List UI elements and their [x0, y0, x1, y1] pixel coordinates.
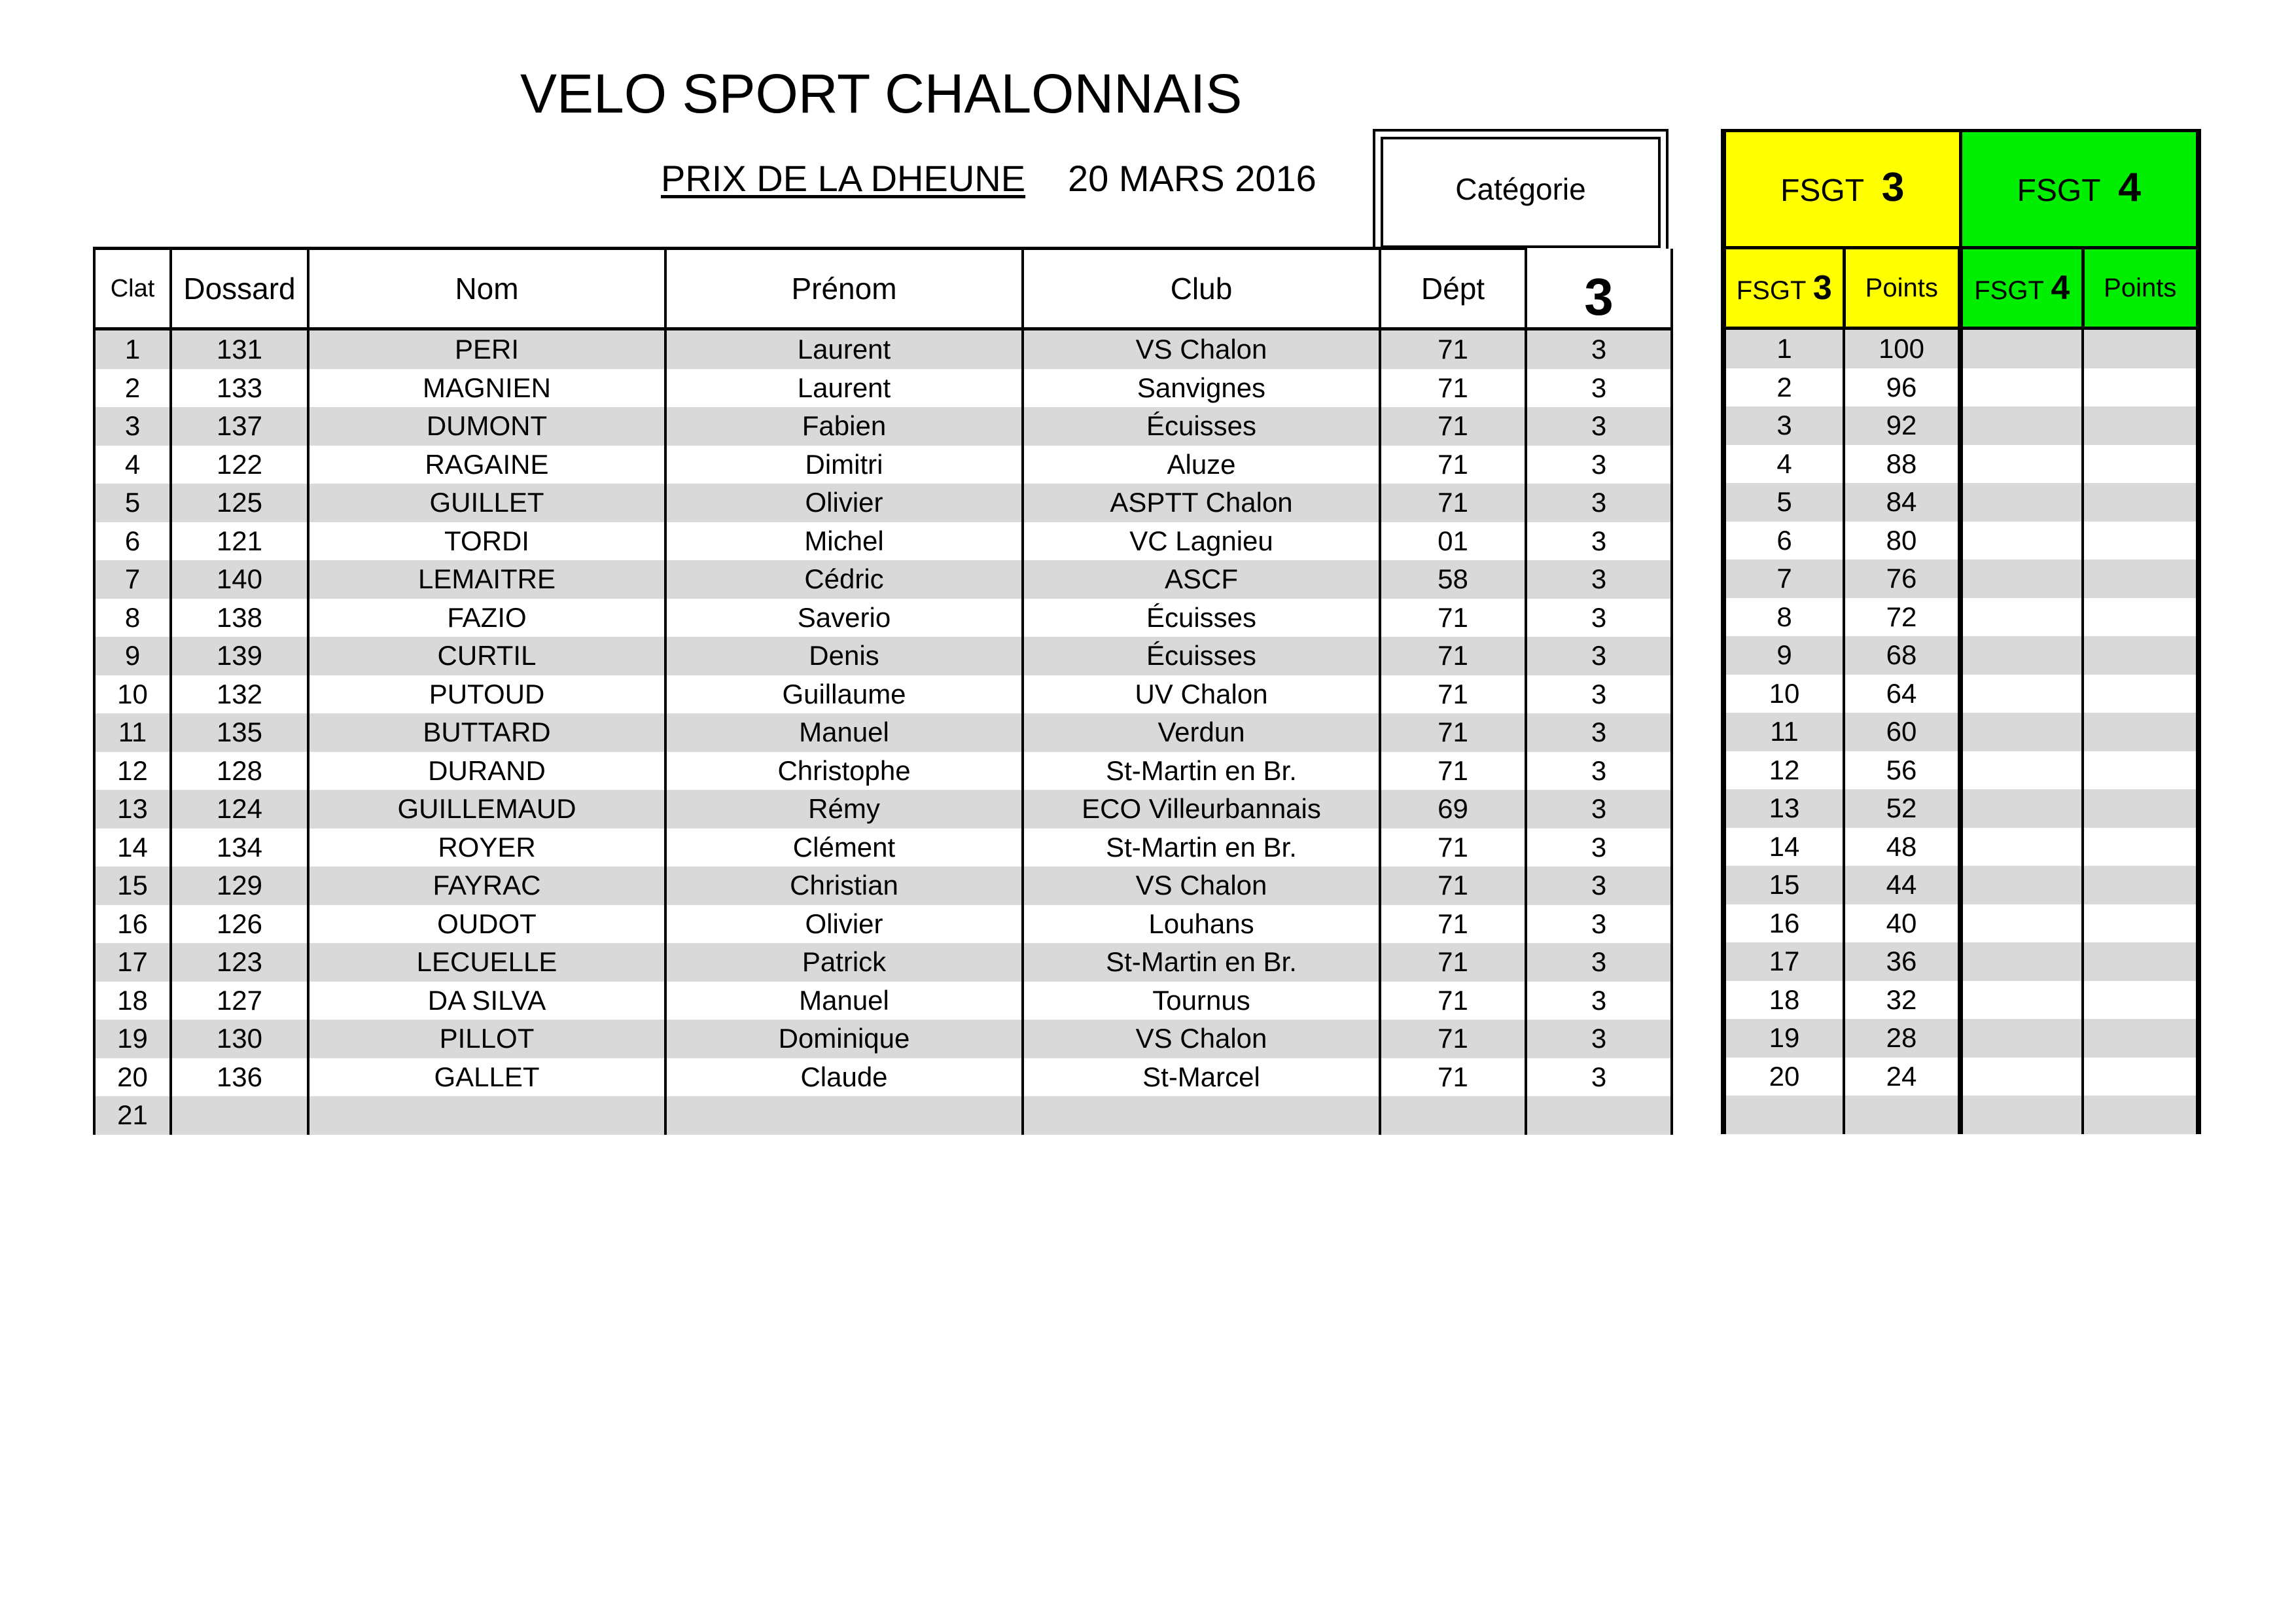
cell-fsgt4: [1960, 1019, 2083, 1058]
cell-clat: 1: [94, 329, 171, 369]
cell-cat: 3: [1526, 329, 1672, 369]
fsgt-column-header-row: [1723, 248, 2199, 329]
cell-nom: DUMONT: [308, 407, 665, 446]
cell-points4: [2083, 1019, 2199, 1058]
fsgt-row: [1723, 368, 2199, 407]
cell-fsgt4: [1960, 866, 2083, 904]
cell-dossard: 130: [171, 1020, 308, 1058]
col-header-points4: Points: [2083, 248, 2199, 329]
cell-dossard: 133: [171, 369, 308, 408]
cell-dossard: 137: [171, 407, 308, 446]
cell-prenom: Dominique: [665, 1020, 1023, 1058]
race-date: 20 MARS 2016: [1068, 158, 1316, 199]
fsgt-row: [1723, 1096, 2199, 1134]
cell-points3: 24: [1844, 1058, 1960, 1096]
cell-nom: DA SILVA: [308, 982, 665, 1020]
cell-clat: 20: [94, 1058, 171, 1097]
fsgt-row: [1723, 445, 2199, 484]
col-header-prenom: Prénom: [665, 249, 1023, 329]
fsgt-row: [1723, 560, 2199, 598]
cell-clat: 12: [94, 752, 171, 791]
cell-prenom: Michel: [665, 522, 1023, 561]
cell-points4: [2083, 445, 2199, 484]
cell-cat: 3: [1526, 522, 1672, 561]
cell-club: ECO Villeurbannais: [1023, 790, 1380, 829]
cell-cat: 3: [1526, 752, 1672, 791]
cell-points3: 100: [1844, 329, 1960, 368]
cell-cat: 3: [1526, 446, 1672, 484]
cell-dossard: 125: [171, 484, 308, 522]
table-row: [94, 905, 1672, 944]
cell-points4: [2083, 483, 2199, 522]
cell-prenom: Olivier: [665, 905, 1023, 944]
cell-points4: [2083, 751, 2199, 790]
cell-prenom: Christian: [665, 866, 1023, 905]
col-header-dossard: Dossard: [171, 249, 308, 329]
table-row: [94, 790, 1672, 829]
cell-points4: [2083, 1058, 2199, 1096]
cell-clat: 17: [94, 943, 171, 982]
cell-dept: 69: [1380, 790, 1526, 829]
fsgt-row: [1723, 713, 2199, 751]
fsgt-row: [1723, 329, 2199, 368]
table-row: [94, 407, 1672, 446]
results-header-row: [94, 249, 1672, 329]
cell-club: VS Chalon: [1023, 1020, 1380, 1058]
cell-dept: 58: [1380, 560, 1526, 599]
table-row: [94, 752, 1672, 791]
cell-prenom: Denis: [665, 637, 1023, 675]
cell-points4: [2083, 675, 2199, 713]
cell-nom: FAYRAC: [308, 866, 665, 905]
cell-dossard: 132: [171, 675, 308, 714]
table-row: [94, 982, 1672, 1020]
cell-fsgt4: [1960, 598, 2083, 637]
cell-clat: 7: [94, 560, 171, 599]
cell-dept: 71: [1380, 599, 1526, 637]
cell-prenom: Claude: [665, 1058, 1023, 1097]
cell-dept: 71: [1380, 637, 1526, 675]
cell-dossard: [171, 1096, 308, 1135]
cell-fsgt4: [1960, 904, 2083, 943]
fsgt-row: [1723, 866, 2199, 904]
cell-dept: 71: [1380, 943, 1526, 982]
cell-nom: TORDI: [308, 522, 665, 561]
cell-club: UV Chalon: [1023, 675, 1380, 714]
cell-prenom: Patrick: [665, 943, 1023, 982]
cell-club: Louhans: [1023, 905, 1380, 944]
cell-dept: 71: [1380, 905, 1526, 944]
cell-points4: [2083, 981, 2199, 1020]
fsgt-row: [1723, 828, 2199, 866]
cell-cat: [1526, 1096, 1672, 1135]
cell-fsgt3: 4: [1723, 445, 1844, 484]
cell-club: [1023, 1096, 1380, 1135]
cell-clat: 18: [94, 982, 171, 1020]
table-row: [94, 560, 1672, 599]
cell-fsgt4: [1960, 483, 2083, 522]
cell-points4: [2083, 329, 2199, 368]
cell-dossard: 123: [171, 943, 308, 982]
cell-club: Sanvignes: [1023, 369, 1380, 408]
table-row: [94, 446, 1672, 484]
fsgt-row: [1723, 406, 2199, 445]
table-row: [94, 599, 1672, 637]
cell-fsgt4: [1960, 368, 2083, 407]
cell-clat: 14: [94, 829, 171, 867]
cell-dossard: 138: [171, 599, 308, 637]
cell-points4: [2083, 866, 2199, 904]
cell-fsgt3: 17: [1723, 942, 1844, 981]
cell-fsgt4: [1960, 522, 2083, 560]
cell-fsgt3: 20: [1723, 1058, 1844, 1096]
cell-nom: [308, 1096, 665, 1135]
cell-points3: 84: [1844, 483, 1960, 522]
table-row: [94, 1020, 1672, 1058]
cell-points3: 52: [1844, 789, 1960, 828]
cell-points3: 28: [1844, 1019, 1960, 1058]
cell-dossard: 139: [171, 637, 308, 675]
cell-cat: 3: [1526, 369, 1672, 408]
cell-cat: 3: [1526, 484, 1672, 522]
cell-dept: 71: [1380, 407, 1526, 446]
table-row: [94, 329, 1672, 369]
cell-dept: 71: [1380, 829, 1526, 867]
fsgt-row: [1723, 483, 2199, 522]
cell-nom: PERI: [308, 329, 665, 369]
cell-prenom: Saverio: [665, 599, 1023, 637]
cell-fsgt3: 19: [1723, 1019, 1844, 1058]
cell-nom: MAGNIEN: [308, 369, 665, 408]
cell-nom: FAZIO: [308, 599, 665, 637]
fsgt-row: [1723, 636, 2199, 675]
cell-points4: [2083, 942, 2199, 981]
cell-nom: RAGAINE: [308, 446, 665, 484]
cell-points4: [2083, 904, 2199, 943]
cell-points3: [1844, 1096, 1960, 1134]
cell-dept: 71: [1380, 675, 1526, 714]
col-header-dept: Dépt: [1380, 249, 1526, 329]
cell-points3: 80: [1844, 522, 1960, 560]
table-row: [94, 484, 1672, 522]
cell-clat: 9: [94, 637, 171, 675]
cell-prenom: [665, 1096, 1023, 1135]
cell-cat: 3: [1526, 829, 1672, 867]
col-header-category: [1526, 249, 1672, 329]
cell-dossard: 124: [171, 790, 308, 829]
cell-clat: 13: [94, 790, 171, 829]
fsgt-row: [1723, 1058, 2199, 1096]
cell-dept: 71: [1380, 1058, 1526, 1097]
cell-fsgt4: [1960, 828, 2083, 866]
cell-club: ASCF: [1023, 560, 1380, 599]
cell-prenom: Laurent: [665, 369, 1023, 408]
cell-points4: [2083, 598, 2199, 637]
cell-fsgt4: [1960, 445, 2083, 484]
cell-fsgt3: [1723, 1096, 1844, 1134]
cell-fsgt3: 10: [1723, 675, 1844, 713]
col-header-nom: Nom: [308, 249, 665, 329]
cell-points3: 68: [1844, 636, 1960, 675]
cell-nom: LEMAITRE: [308, 560, 665, 599]
cell-points4: [2083, 522, 2199, 560]
table-row: [94, 637, 1672, 675]
fsgt-row: [1723, 981, 2199, 1020]
cell-clat: 21: [94, 1096, 171, 1135]
cell-cat: 3: [1526, 637, 1672, 675]
cell-clat: 4: [94, 446, 171, 484]
cell-clat: 19: [94, 1020, 171, 1058]
col-header-fsgt3: FSGT 3: [1723, 248, 1844, 329]
cell-fsgt3: 3: [1723, 406, 1844, 445]
cell-fsgt3: 6: [1723, 522, 1844, 560]
results-table: [93, 247, 1673, 1135]
cell-dept: 71: [1380, 484, 1526, 522]
cell-cat: 3: [1526, 866, 1672, 905]
category-value: 3: [1584, 267, 1614, 326]
cell-dossard: 135: [171, 713, 308, 752]
cell-fsgt3: 5: [1723, 483, 1844, 522]
race-name: PRIX DE LA DHEUNE: [661, 158, 1026, 199]
cell-dept: 71: [1380, 982, 1526, 1020]
cell-dept: 01: [1380, 522, 1526, 561]
cell-nom: DURAND: [308, 752, 665, 791]
cell-fsgt3: 7: [1723, 560, 1844, 598]
cell-club: ASPTT Chalon: [1023, 484, 1380, 522]
fsgt-row: [1723, 598, 2199, 637]
cell-dossard: 126: [171, 905, 308, 944]
cell-points3: 36: [1844, 942, 1960, 981]
fsgt3-group-header: FSGT 3: [1723, 131, 1960, 248]
cell-clat: 6: [94, 522, 171, 561]
cell-club: Écuisses: [1023, 637, 1380, 675]
page-title: VELO SPORT CHALONNAIS: [520, 63, 1243, 124]
cell-clat: 2: [94, 369, 171, 408]
cell-points3: 92: [1844, 406, 1960, 445]
cell-clat: 10: [94, 675, 171, 714]
cell-nom: BUTTARD: [308, 713, 665, 752]
cell-dept: 71: [1380, 329, 1526, 369]
cell-cat: 3: [1526, 790, 1672, 829]
cell-dept: 71: [1380, 752, 1526, 791]
cell-fsgt4: [1960, 751, 2083, 790]
cell-club: VC Lagnieu: [1023, 522, 1380, 561]
cell-nom: LECUELLE: [308, 943, 665, 982]
cell-club: VS Chalon: [1023, 866, 1380, 905]
cell-cat: 3: [1526, 982, 1672, 1020]
cell-nom: OUDOT: [308, 905, 665, 944]
cell-fsgt3: 15: [1723, 866, 1844, 904]
cell-dossard: 134: [171, 829, 308, 867]
cell-dossard: 128: [171, 752, 308, 791]
cell-dossard: 131: [171, 329, 308, 369]
cell-points4: [2083, 1096, 2199, 1134]
cell-cat: 3: [1526, 1020, 1672, 1058]
cell-nom: GALLET: [308, 1058, 665, 1097]
cell-clat: 16: [94, 905, 171, 944]
cell-points4: [2083, 368, 2199, 407]
cell-points3: 60: [1844, 713, 1960, 751]
cell-club: St-Martin en Br.: [1023, 752, 1380, 791]
fsgt-group-header-row: [1723, 131, 2199, 248]
cell-cat: 3: [1526, 599, 1672, 637]
cell-fsgt3: 16: [1723, 904, 1844, 943]
cell-fsgt3: 13: [1723, 789, 1844, 828]
cell-prenom: Guillaume: [665, 675, 1023, 714]
fsgt-row: [1723, 904, 2199, 943]
cell-fsgt4: [1960, 713, 2083, 751]
cell-prenom: Christophe: [665, 752, 1023, 791]
cell-fsgt4: [1960, 942, 2083, 981]
cell-prenom: Rémy: [665, 790, 1023, 829]
cell-dept: 71: [1380, 446, 1526, 484]
cell-fsgt3: 14: [1723, 828, 1844, 866]
cell-nom: GUILLEMAUD: [308, 790, 665, 829]
cell-dossard: 136: [171, 1058, 308, 1097]
cell-points3: 32: [1844, 981, 1960, 1020]
cell-fsgt3: 12: [1723, 751, 1844, 790]
cell-fsgt4: [1960, 636, 2083, 675]
cell-dept: [1380, 1096, 1526, 1135]
col-header-clat: Clat: [94, 249, 171, 329]
fsgt-row: [1723, 522, 2199, 560]
cell-prenom: Laurent: [665, 329, 1023, 369]
cell-club: St-Marcel: [1023, 1058, 1380, 1097]
cell-fsgt4: [1960, 329, 2083, 368]
cell-clat: 8: [94, 599, 171, 637]
cell-dept: 71: [1380, 713, 1526, 752]
col-header-points3: Points: [1844, 248, 1960, 329]
cell-dept: 71: [1380, 1020, 1526, 1058]
cell-points3: 64: [1844, 675, 1960, 713]
cell-cat: 3: [1526, 905, 1672, 944]
fsgt-row: [1723, 1019, 2199, 1058]
cell-club: Tournus: [1023, 982, 1380, 1020]
cell-nom: PILLOT: [308, 1020, 665, 1058]
cell-points4: [2083, 789, 2199, 828]
cell-club: Écuisses: [1023, 599, 1380, 637]
cell-fsgt3: 9: [1723, 636, 1844, 675]
cell-points3: 56: [1844, 751, 1960, 790]
cell-fsgt4: [1960, 981, 2083, 1020]
table-row: [94, 713, 1672, 752]
category-label: Catégorie: [1455, 172, 1586, 206]
cell-fsgt4: [1960, 789, 2083, 828]
cell-club: VS Chalon: [1023, 329, 1380, 369]
cell-dossard: 122: [171, 446, 308, 484]
cell-points4: [2083, 828, 2199, 866]
cell-club: Aluze: [1023, 446, 1380, 484]
cell-points3: 76: [1844, 560, 1960, 598]
table-row: [94, 675, 1672, 714]
cell-fsgt3: 11: [1723, 713, 1844, 751]
cell-clat: 3: [94, 407, 171, 446]
cell-dossard: 121: [171, 522, 308, 561]
table-row: [94, 369, 1672, 408]
cell-dossard: 127: [171, 982, 308, 1020]
fsgt-row: [1723, 789, 2199, 828]
cell-prenom: Cédric: [665, 560, 1023, 599]
cell-club: St-Martin en Br.: [1023, 829, 1380, 867]
cell-club: Verdun: [1023, 713, 1380, 752]
cell-prenom: Fabien: [665, 407, 1023, 446]
cell-points3: 48: [1844, 828, 1960, 866]
table-row: [94, 1096, 1672, 1135]
table-row: [94, 829, 1672, 867]
cell-clat: 5: [94, 484, 171, 522]
cell-points3: 72: [1844, 598, 1960, 637]
col-header-club: Club: [1023, 249, 1380, 329]
cell-cat: 3: [1526, 407, 1672, 446]
cell-prenom: Clément: [665, 829, 1023, 867]
cell-dept: 71: [1380, 866, 1526, 905]
cell-cat: 3: [1526, 943, 1672, 982]
cell-points3: 96: [1844, 368, 1960, 407]
cell-fsgt4: [1960, 560, 2083, 598]
cell-dossard: 140: [171, 560, 308, 599]
cell-points3: 40: [1844, 904, 1960, 943]
table-row: [94, 1058, 1672, 1097]
cell-points4: [2083, 713, 2199, 751]
cell-fsgt4: [1960, 406, 2083, 445]
cell-prenom: Dimitri: [665, 446, 1023, 484]
cell-clat: 15: [94, 866, 171, 905]
cell-points3: 88: [1844, 445, 1960, 484]
cell-points4: [2083, 636, 2199, 675]
table-row: [94, 866, 1672, 905]
cell-fsgt4: [1960, 1058, 2083, 1096]
cell-nom: ROYER: [308, 829, 665, 867]
cell-fsgt3: 18: [1723, 981, 1844, 1020]
cell-fsgt4: [1960, 675, 2083, 713]
cell-prenom: Olivier: [665, 484, 1023, 522]
cell-fsgt4: [1960, 1096, 2083, 1134]
col-header-fsgt4: FSGT 4: [1960, 248, 2083, 329]
cell-nom: GUILLET: [308, 484, 665, 522]
cell-dossard: 129: [171, 866, 308, 905]
cell-club: Écuisses: [1023, 407, 1380, 446]
cell-fsgt3: 8: [1723, 598, 1844, 637]
cell-points3: 44: [1844, 866, 1960, 904]
fsgt-row: [1723, 942, 2199, 981]
table-row: [94, 943, 1672, 982]
fsgt-row: [1723, 675, 2199, 713]
cell-nom: CURTIL: [308, 637, 665, 675]
cell-dept: 71: [1380, 369, 1526, 408]
fsgt-points-table: [1721, 129, 2201, 1134]
cell-points4: [2083, 560, 2199, 598]
cell-cat: 3: [1526, 1058, 1672, 1097]
cell-nom: PUTOUD: [308, 675, 665, 714]
cell-clat: 11: [94, 713, 171, 752]
cell-fsgt3: 2: [1723, 368, 1844, 407]
cell-prenom: Manuel: [665, 982, 1023, 1020]
cell-prenom: Manuel: [665, 713, 1023, 752]
table-row: [94, 522, 1672, 561]
cell-points4: [2083, 406, 2199, 445]
cell-club: St-Martin en Br.: [1023, 943, 1380, 982]
fsgt-row: [1723, 751, 2199, 790]
cell-cat: 3: [1526, 713, 1672, 752]
cell-fsgt3: 1: [1723, 329, 1844, 368]
cell-cat: 3: [1526, 675, 1672, 714]
fsgt4-group-header: FSGT 4: [1960, 131, 2199, 248]
cell-cat: 3: [1526, 560, 1672, 599]
